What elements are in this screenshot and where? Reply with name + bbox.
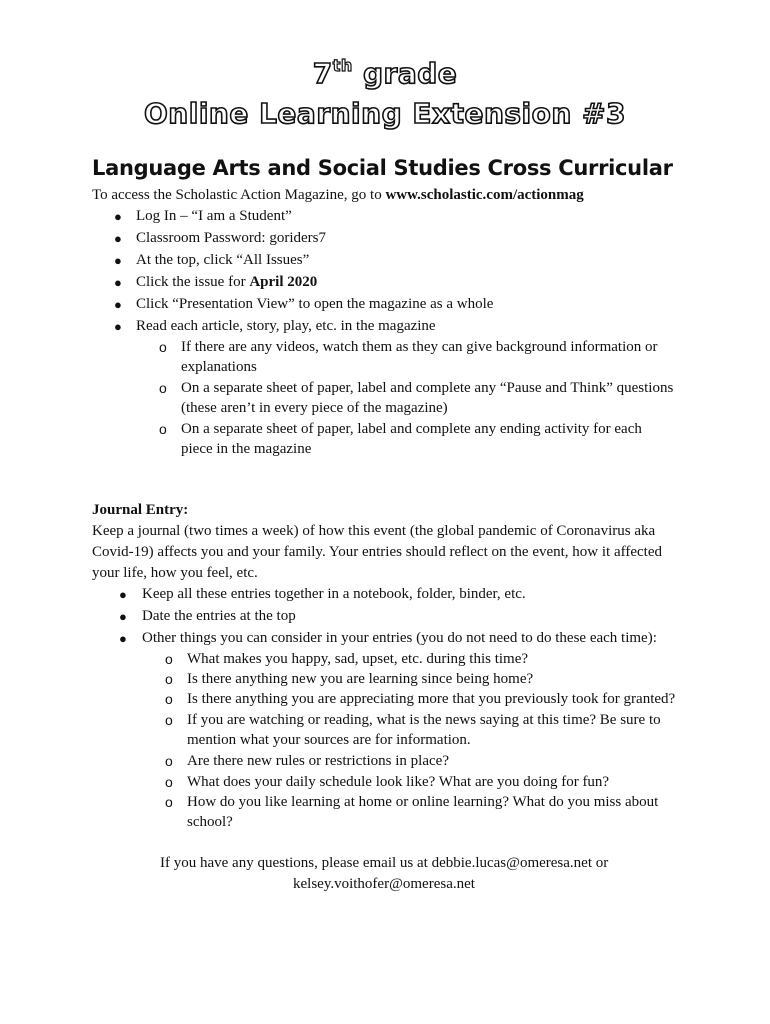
circle-bullet-icon: o [165,691,173,707]
sub-list-item: What makes you happy, sad, upset, etc. during this time? [187,651,529,667]
journal-paragraph-line: your life, how you feel, etc. [92,565,258,581]
sub-list-item: If there are any videos, watch them as they can give background information or [181,339,658,355]
bullet-icon: ● [114,319,122,334]
bullet-icon: ● [114,253,122,268]
circle-bullet-icon: o [165,753,173,769]
grade-text: grade [352,57,458,90]
sub-list-item: If you are watching or reading, what is the news saying at this time? Be sure to [187,712,661,728]
title-line-extension: Online Learning Extension #3 [143,97,626,130]
list-item-text: Click the issue for [136,274,250,290]
bullet-icon: ● [114,275,122,290]
circle-bullet-icon: o [159,421,167,437]
circle-bullet-icon: o [159,380,167,396]
circle-bullet-icon: o [159,339,167,355]
list-item: Date the entries at the top [142,608,296,624]
list-item: Classroom Password: goriders7 [136,230,326,246]
grade-superscript: th [332,56,353,75]
sub-list-item: How do you like learning at home or online learning? What do you miss about [187,794,659,810]
bullet-icon: ● [119,587,127,602]
contact-line: If you have any questions, please email us at debbie.lucas@omeresa.net or [160,855,609,871]
sub-list-item: What does your daily schedule look like? What are you doing for fun? [187,774,610,790]
bullet-icon: ● [114,231,122,246]
journal-heading: Journal Entry: [92,502,189,518]
list-item [136,272,317,293]
bullet-icon: ● [114,209,122,224]
circle-bullet-icon: o [165,794,173,810]
sub-list-item: Is there anything you are appreciating more that you previously took for granted? [187,691,676,707]
sub-list-item-cont: explanations [181,359,257,375]
intro-line [92,185,584,206]
circle-bullet-icon: o [165,671,173,687]
section-heading: Language Arts and Social Studies Cross Curricular [92,156,673,180]
magazine-link[interactable]: www.scholastic.com/actionmag [385,187,584,203]
circle-bullet-icon: o [165,712,173,728]
document-title [0,46,770,134]
sub-list-item-cont: school? [187,814,233,830]
sub-list-item-cont: (these aren’t in every piece of the magazine) [181,400,448,416]
circle-bullet-icon: o [165,774,173,790]
list-item: Other things you can consider in your entries (you do not need to do these each time): [142,630,657,646]
circle-bullet-icon: o [165,651,173,667]
bullet-icon: ● [114,297,122,312]
journal-paragraph-line: Covid-19) affects you and your family. Your entries should reflect on the event, how it affected [92,544,662,560]
sub-list-item-cont: mention what your sources are for information. [187,732,471,748]
sub-list-item-cont: piece in the magazine [181,441,312,457]
sub-list-item: On a separate sheet of paper, label and complete any “Pause and Think” questions [181,380,674,396]
list-item: Click “Presentation View” to open the magazine as a whole [136,296,494,312]
sub-list-item: Is there anything new you are learning since being home? [187,671,534,687]
list-item: At the top, click “All Issues” [136,252,310,268]
grade-number: 7 [312,57,333,90]
bullet-icon: ● [119,609,127,624]
list-item: Log In – “I am a Student” [136,208,292,224]
journal-paragraph-line: Keep a journal (two times a week) of how this event (the global pandemic of Coronavirus aka [92,523,656,539]
list-item: Read each article, story, play, etc. in the magazine [136,318,436,334]
sub-list-item: On a separate sheet of paper, label and complete any ending activity for each [181,421,642,437]
sub-list-item: Are there new rules or restrictions in place? [187,753,449,769]
title-line-grade [0,46,770,94]
bullet-icon: ● [119,631,127,646]
list-item: Keep all these entries together in a notebook, folder, binder, etc. [142,586,526,602]
contact-email[interactable]: kelsey.voithofer@omeresa.net [293,876,475,892]
issue-date: April 2020 [249,274,318,290]
intro-text: To access the Scholastic Action Magazine, go to [92,187,386,203]
